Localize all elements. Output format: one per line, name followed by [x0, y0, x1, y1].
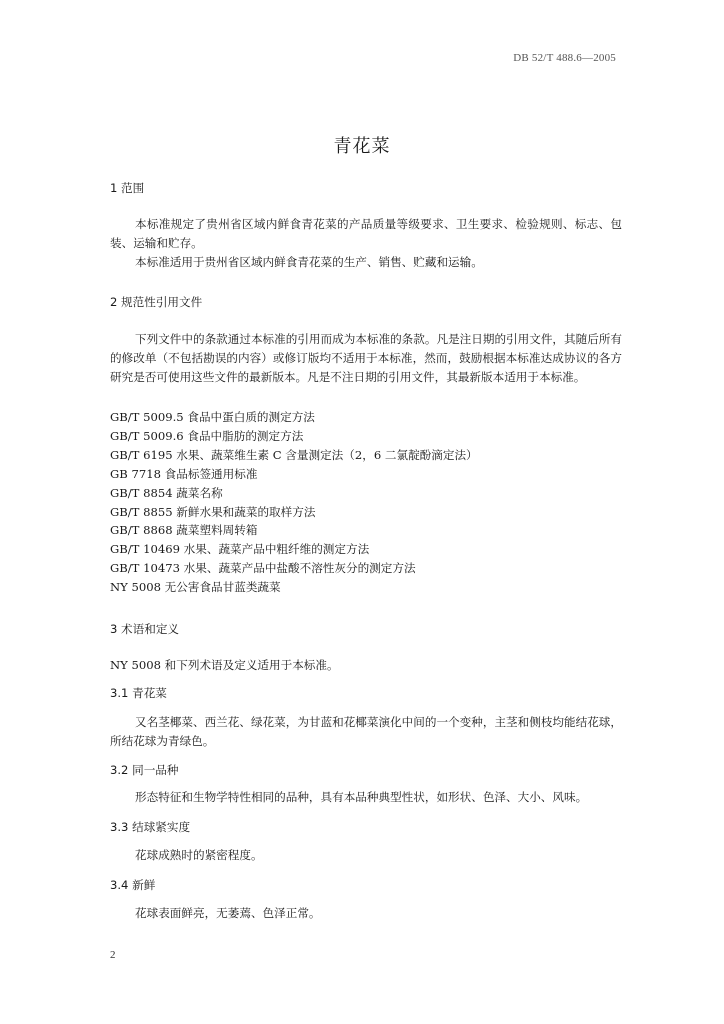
list-item: GB/T 8854 蔬菜名称	[110, 485, 223, 500]
terms-intro-paragraph: NY 5008 和下列术语及定义适用于本标准。	[110, 658, 339, 672]
term-heading-broccoli: 3.1 青花菜	[110, 686, 167, 700]
term-definition-fresh: 花球表面鲜亮，无萎蔫、色泽正常。	[135, 906, 321, 920]
list-item: GB/T 5009.5 食品中蛋白质的测定方法	[110, 410, 315, 424]
list-item: GB/T 10473 水果、蔬菜产品中盐酸不溶性灰分的测定方法	[110, 561, 416, 576]
list-item: GB/T 10469 水果、蔬菜产品中粗纤维的测定方法	[110, 542, 370, 557]
reference-list	[110, 408, 478, 597]
section-heading-terms-definitions: 3 术语和定义	[110, 622, 180, 636]
page-number: 2	[110, 949, 116, 961]
scope-paragraph-2: 本标准适用于贵州省区域内鲜食青花菜的生产、销售、贮藏和运输。	[135, 255, 483, 269]
standard-code: DB 52/T 488.6—2005	[513, 52, 616, 64]
list-item: GB/T 5009.6 食品中脂肪的测定方法	[110, 428, 304, 443]
term-definition-broccoli: 又名茎椰菜、西兰花、绿花菜，为甘蓝和花椰菜演化中间的一个变种，主茎和侧枝均能结花球，所结花球为青绿色。	[110, 715, 622, 748]
term-definition-same-variety: 形态特征和生物学特性相同的品种，具有本品种典型性状，如形状、色泽、大小、风味。	[135, 790, 588, 804]
term-heading-same-variety: 3.2 同一品种	[110, 763, 179, 777]
section-heading-normative-references: 2 规范性引用文件	[110, 295, 203, 309]
scope-paragraph-1: 本标准规定了贵州省区域内鲜食青花菜的产品质量等级要求、卫生要求、检验规则、标志、包装、运输和贮存。	[110, 217, 622, 250]
list-item: GB/T 6195 水果、蔬菜维生素 C 含量测定法（2，6 二氯靛酚滴定法）	[110, 447, 478, 462]
references-intro-paragraph: 下列文件中的条款通过本标准的引用而成为本标准的条款。凡是注日期的引用文件，其随后所有的修改单（不包括勘误的内容）或修订版均不适用于本标准，然而，鼓励根据本标准达成协议的各方研究是否可使用这些文件的最新版本。凡是不注日期的引用文件，其最新版本适用于本标准。	[110, 332, 622, 384]
term-heading-head-compactness: 3.3 结球紧实度	[110, 820, 191, 834]
term-heading-fresh: 3.4 新鲜	[110, 878, 156, 892]
list-item: NY 5008 无公害食品甘蓝类蔬菜	[110, 580, 281, 595]
list-item: GB/T 8868 蔬菜塑料周转箱	[110, 523, 258, 538]
section-heading-scope: 1 范围	[110, 181, 145, 195]
list-item: GB 7718 食品标签通用标准	[110, 466, 258, 481]
term-definition-head-compactness: 花球成熟时的紧密程度。	[135, 848, 263, 862]
page-title: 青花菜	[333, 136, 391, 157]
list-item: GB/T 8855 新鲜水果和蔬菜的取样方法	[110, 504, 316, 519]
